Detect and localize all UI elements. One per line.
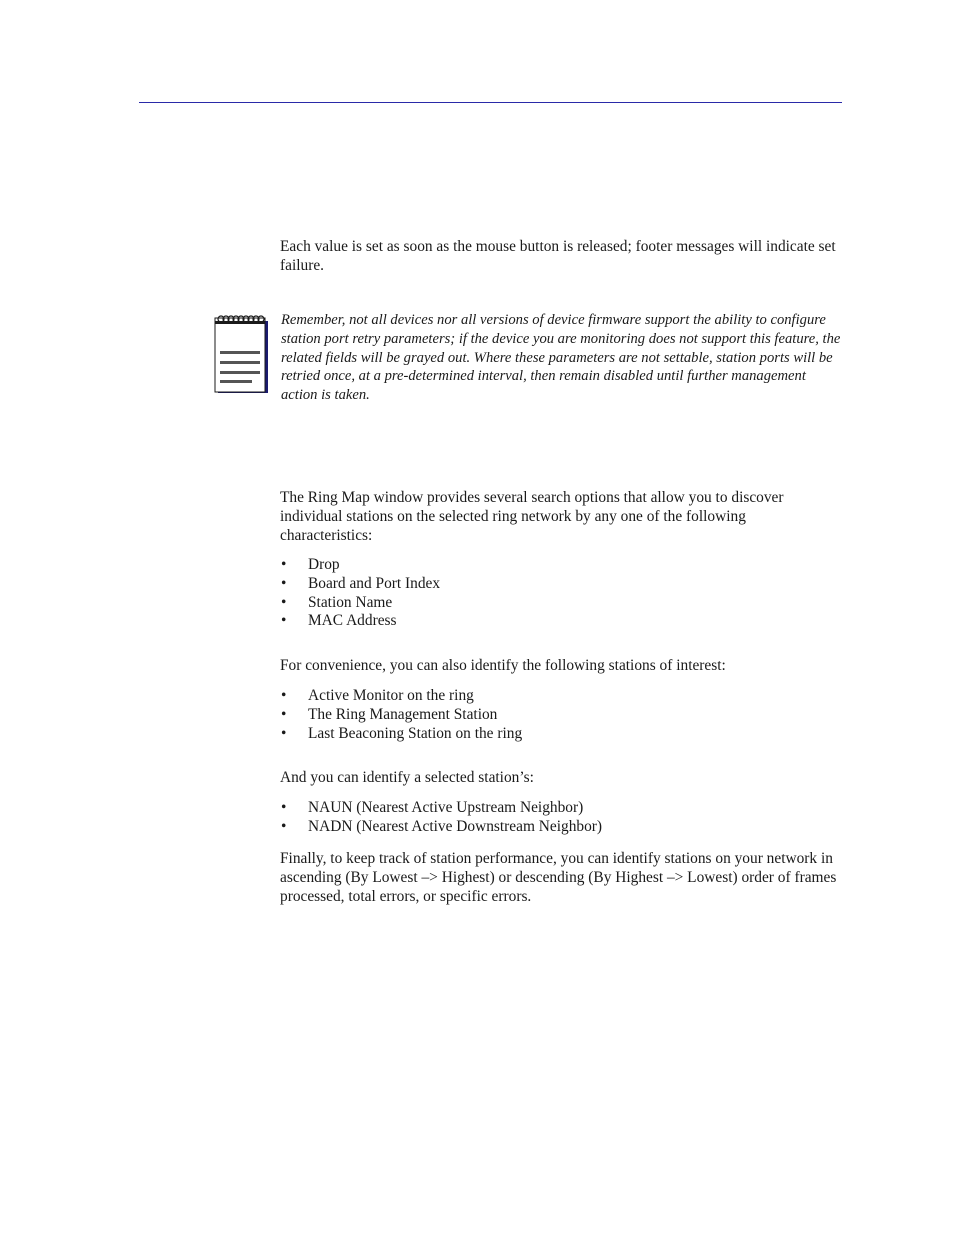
- intro-paragraph: Each value is set as soon as the mouse button is released; footer messages will indicate set failure.: [280, 238, 836, 274]
- list-item: • The Ring Management Station: [281, 705, 498, 723]
- list-item: • NAUN (Nearest Active Upstream Neighbor): [281, 799, 584, 816]
- neighbors-intro: And you can identify a selected station’s:: [280, 769, 534, 786]
- header-rule: [139, 102, 842, 103]
- notepad-icon: [214, 313, 270, 395]
- list-item: • Station Name: [281, 593, 393, 611]
- list-item: • MAC Address: [281, 612, 397, 630]
- closing-paragraph: Finally, to keep track of station performance, you can identify stations on your network in ascending (By Lowest –> Highest) or descending (By Highest –> Lowest) order of frames processed, total errors, or specific errors.: [280, 850, 837, 905]
- interest-intro: For convenience, you can also identify the following stations of interest:: [280, 657, 726, 674]
- list-item: • NADN (Nearest Active Downstream Neighbor): [281, 817, 603, 835]
- search-list: [280, 556, 840, 631]
- list-item: • Board and Port Index: [281, 574, 441, 592]
- list-item: • Drop: [281, 556, 340, 573]
- note-text: Remember, not all devices nor all versions of device firmware support the ability to configure station port retry parameters; if the device you are monitoring does not support this feature, the related fields will be grayed out. Where these parameters are not settable, station ports will be retried once, at a pre-determined interval, then remain disabled until further management action is taken.: [281, 312, 841, 404]
- list-item: • Last Beaconing Station on the ring: [281, 724, 523, 742]
- search-intro: The Ring Map window provides several search options that allow you to discover individual stations on the selected ring network by any one of the following characteristics:: [280, 489, 784, 544]
- list-item: • Active Monitor on the ring: [281, 687, 474, 704]
- interest-list: [280, 687, 840, 743]
- neighbors-list: [280, 799, 840, 837]
